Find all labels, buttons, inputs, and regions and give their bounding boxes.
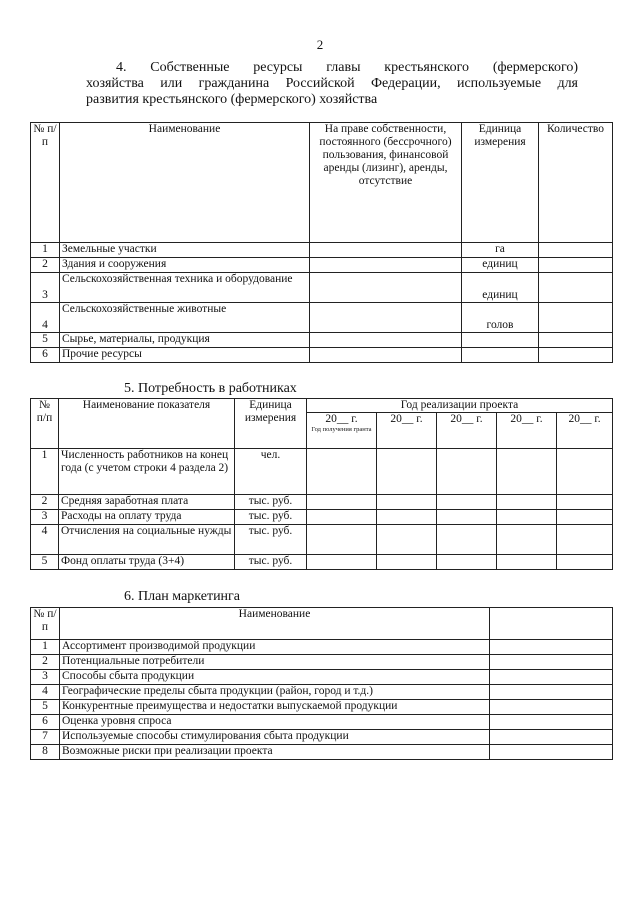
row-name: Способы сбыта продукции bbox=[60, 670, 490, 685]
row-value-cell bbox=[307, 525, 377, 555]
table-row bbox=[31, 525, 613, 555]
row-value-cell bbox=[490, 715, 613, 730]
row-num: 2 bbox=[31, 495, 59, 510]
table-row bbox=[31, 258, 613, 273]
row-num: 2 bbox=[31, 258, 60, 273]
row-value-cell bbox=[497, 525, 557, 555]
row-num: 5 bbox=[31, 333, 60, 348]
row-right-cell bbox=[310, 303, 462, 333]
col-period-header: Год реализации проекта bbox=[307, 399, 613, 413]
row-value-cell bbox=[497, 449, 557, 495]
row-right-cell bbox=[310, 273, 462, 303]
row-num: 2 bbox=[31, 655, 60, 670]
row-value-cell bbox=[437, 525, 497, 555]
row-unit bbox=[462, 348, 539, 363]
table-row bbox=[31, 655, 613, 670]
row-name: Численность работников на конец года (с учетом строки 4 раздела 2) bbox=[59, 449, 235, 495]
row-name: Сырье, материалы, продукция bbox=[60, 333, 310, 348]
year-header: 20__ г. bbox=[557, 413, 613, 449]
row-value-cell bbox=[490, 655, 613, 670]
row-value-cell bbox=[377, 495, 437, 510]
row-num: 7 bbox=[31, 730, 60, 745]
workers-table bbox=[30, 398, 613, 570]
row-value-cell bbox=[497, 510, 557, 525]
row-unit: тыс. руб. bbox=[235, 525, 307, 555]
row-num: 1 bbox=[31, 640, 60, 655]
resources-table bbox=[30, 122, 613, 363]
row-unit: единиц bbox=[462, 273, 539, 303]
col-name-header: Наименование показателя bbox=[59, 399, 235, 449]
row-value-cell bbox=[307, 449, 377, 495]
row-num: 6 bbox=[31, 715, 60, 730]
row-value-cell bbox=[437, 495, 497, 510]
row-num: 1 bbox=[31, 449, 59, 495]
row-right-cell bbox=[310, 258, 462, 273]
row-value-cell bbox=[490, 730, 613, 745]
section5-title: 5. Потребность в работниках bbox=[124, 381, 297, 396]
row-value-cell bbox=[307, 555, 377, 570]
row-qty-cell bbox=[539, 273, 613, 303]
row-right-cell bbox=[310, 333, 462, 348]
row-name: Географические пределы сбыта продукции (район, город и т.д.) bbox=[60, 685, 490, 700]
row-value-cell bbox=[307, 510, 377, 525]
row-qty-cell bbox=[539, 348, 613, 363]
row-num: 4 bbox=[31, 685, 60, 700]
table-row bbox=[31, 333, 613, 348]
row-value-cell bbox=[377, 555, 437, 570]
row-right-cell bbox=[310, 243, 462, 258]
table-header-row bbox=[31, 399, 613, 413]
row-num: 1 bbox=[31, 243, 60, 258]
row-value-cell bbox=[557, 555, 613, 570]
table-row bbox=[31, 670, 613, 685]
col-name-header: Наименование bbox=[60, 608, 490, 640]
row-value-cell bbox=[497, 495, 557, 510]
row-right-cell bbox=[310, 348, 462, 363]
row-name: Оценка уровня спроса bbox=[60, 715, 490, 730]
col-name-header: Наименование bbox=[60, 123, 310, 243]
row-value-cell bbox=[377, 510, 437, 525]
row-num: 4 bbox=[31, 303, 60, 333]
section4-title-line: 4. Собственные ресурсы главы крестьянского (фермерского) bbox=[116, 60, 578, 75]
row-qty-cell bbox=[539, 258, 613, 273]
table-row bbox=[31, 700, 613, 715]
table-header-row bbox=[31, 608, 613, 640]
row-unit: тыс. руб. bbox=[235, 510, 307, 525]
table-row bbox=[31, 303, 613, 333]
row-name: Сельскохозяйственная техника и оборудование bbox=[60, 273, 310, 303]
row-qty-cell bbox=[539, 243, 613, 258]
row-unit: единиц bbox=[462, 258, 539, 273]
row-value-cell bbox=[490, 640, 613, 655]
row-name: Расходы на оплату труда bbox=[59, 510, 235, 525]
row-name: Земельные участки bbox=[60, 243, 310, 258]
col-num-header: № п/п bbox=[31, 399, 59, 449]
row-name: Сельскохозяйственные животные bbox=[60, 303, 310, 333]
row-value-cell bbox=[437, 510, 497, 525]
col-qty-header: Количество bbox=[539, 123, 613, 243]
table-header-row bbox=[31, 123, 613, 243]
row-name: Отчисления на социальные нужды bbox=[59, 525, 235, 555]
table-row bbox=[31, 745, 613, 760]
row-unit: тыс. руб. bbox=[235, 555, 307, 570]
row-num: 5 bbox=[31, 700, 60, 715]
row-qty-cell bbox=[539, 333, 613, 348]
section6-title: 6. План маркетинга bbox=[124, 589, 241, 604]
col-unit-header: Единица измерения bbox=[235, 399, 307, 449]
col-num-header: № п/п bbox=[31, 123, 60, 243]
row-value-cell bbox=[557, 525, 613, 555]
row-value-cell bbox=[490, 685, 613, 700]
row-qty-cell bbox=[539, 303, 613, 333]
row-unit: га bbox=[462, 243, 539, 258]
table-row bbox=[31, 640, 613, 655]
row-num: 5 bbox=[31, 555, 59, 570]
year-header: 20__ г. bbox=[497, 413, 557, 449]
col-right-header: На праве собственности, постоянного (бессрочного) пользования, финансовой аренды (лизинг), аренды, отсутствие bbox=[310, 123, 462, 243]
table-row bbox=[31, 715, 613, 730]
table-row bbox=[31, 510, 613, 525]
table-row bbox=[31, 243, 613, 258]
row-num: 6 bbox=[31, 348, 60, 363]
row-value-cell bbox=[557, 510, 613, 525]
row-value-cell bbox=[437, 449, 497, 495]
table-row bbox=[31, 495, 613, 510]
row-value-cell bbox=[377, 525, 437, 555]
row-value-cell bbox=[307, 495, 377, 510]
row-value-cell bbox=[497, 555, 557, 570]
table-row bbox=[31, 555, 613, 570]
table-row bbox=[31, 449, 613, 495]
row-num: 8 bbox=[31, 745, 60, 760]
section4-title-line: хозяйства или гражданина Российской Федерации, используемые для bbox=[86, 76, 578, 91]
row-num: 3 bbox=[31, 510, 59, 525]
page-number: 2 bbox=[316, 37, 324, 52]
year-header: 20__ г. bbox=[377, 413, 437, 449]
row-num: 3 bbox=[31, 670, 60, 685]
section4-title bbox=[86, 60, 578, 108]
grant-note: Год получения гранта bbox=[311, 426, 372, 433]
table-row bbox=[31, 685, 613, 700]
row-value-cell bbox=[557, 495, 613, 510]
row-name: Средняя заработная плата bbox=[59, 495, 235, 510]
row-name: Ассортимент производимой продукции bbox=[60, 640, 490, 655]
table-row bbox=[31, 273, 613, 303]
row-value-cell bbox=[437, 555, 497, 570]
row-name: Конкурентные преимущества и недостатки выпускаемой продукции bbox=[60, 700, 490, 715]
row-num: 3 bbox=[31, 273, 60, 303]
row-unit: тыс. руб. bbox=[235, 495, 307, 510]
year-header bbox=[307, 413, 377, 449]
row-value-cell bbox=[557, 449, 613, 495]
row-value-cell bbox=[377, 449, 437, 495]
row-value-cell bbox=[490, 700, 613, 715]
row-unit: голов bbox=[462, 303, 539, 333]
row-name: Потенциальные потребители bbox=[60, 655, 490, 670]
section4-title-line: развития крестьянского (фермерского) хозяйства bbox=[86, 92, 378, 107]
row-name: Прочие ресурсы bbox=[60, 348, 310, 363]
row-name: Используемые способы стимулирования сбыта продукции bbox=[60, 730, 490, 745]
marketing-table bbox=[30, 607, 613, 760]
row-unit: чел. bbox=[235, 449, 307, 495]
row-name: Возможные риски при реализации проекта bbox=[60, 745, 490, 760]
row-name: Фонд оплаты труда (3+4) bbox=[59, 555, 235, 570]
col-value-header bbox=[490, 608, 613, 640]
row-value-cell bbox=[490, 670, 613, 685]
row-unit bbox=[462, 333, 539, 348]
col-num-header: № п/п bbox=[31, 608, 60, 640]
year-label: 20__ г. bbox=[325, 413, 358, 425]
col-unit-header: Единица измерения bbox=[462, 123, 539, 243]
row-num: 4 bbox=[31, 525, 59, 555]
table-row bbox=[31, 348, 613, 363]
row-name: Здания и сооружения bbox=[60, 258, 310, 273]
table-row bbox=[31, 730, 613, 745]
year-header: 20__ г. bbox=[437, 413, 497, 449]
row-value-cell bbox=[490, 745, 613, 760]
